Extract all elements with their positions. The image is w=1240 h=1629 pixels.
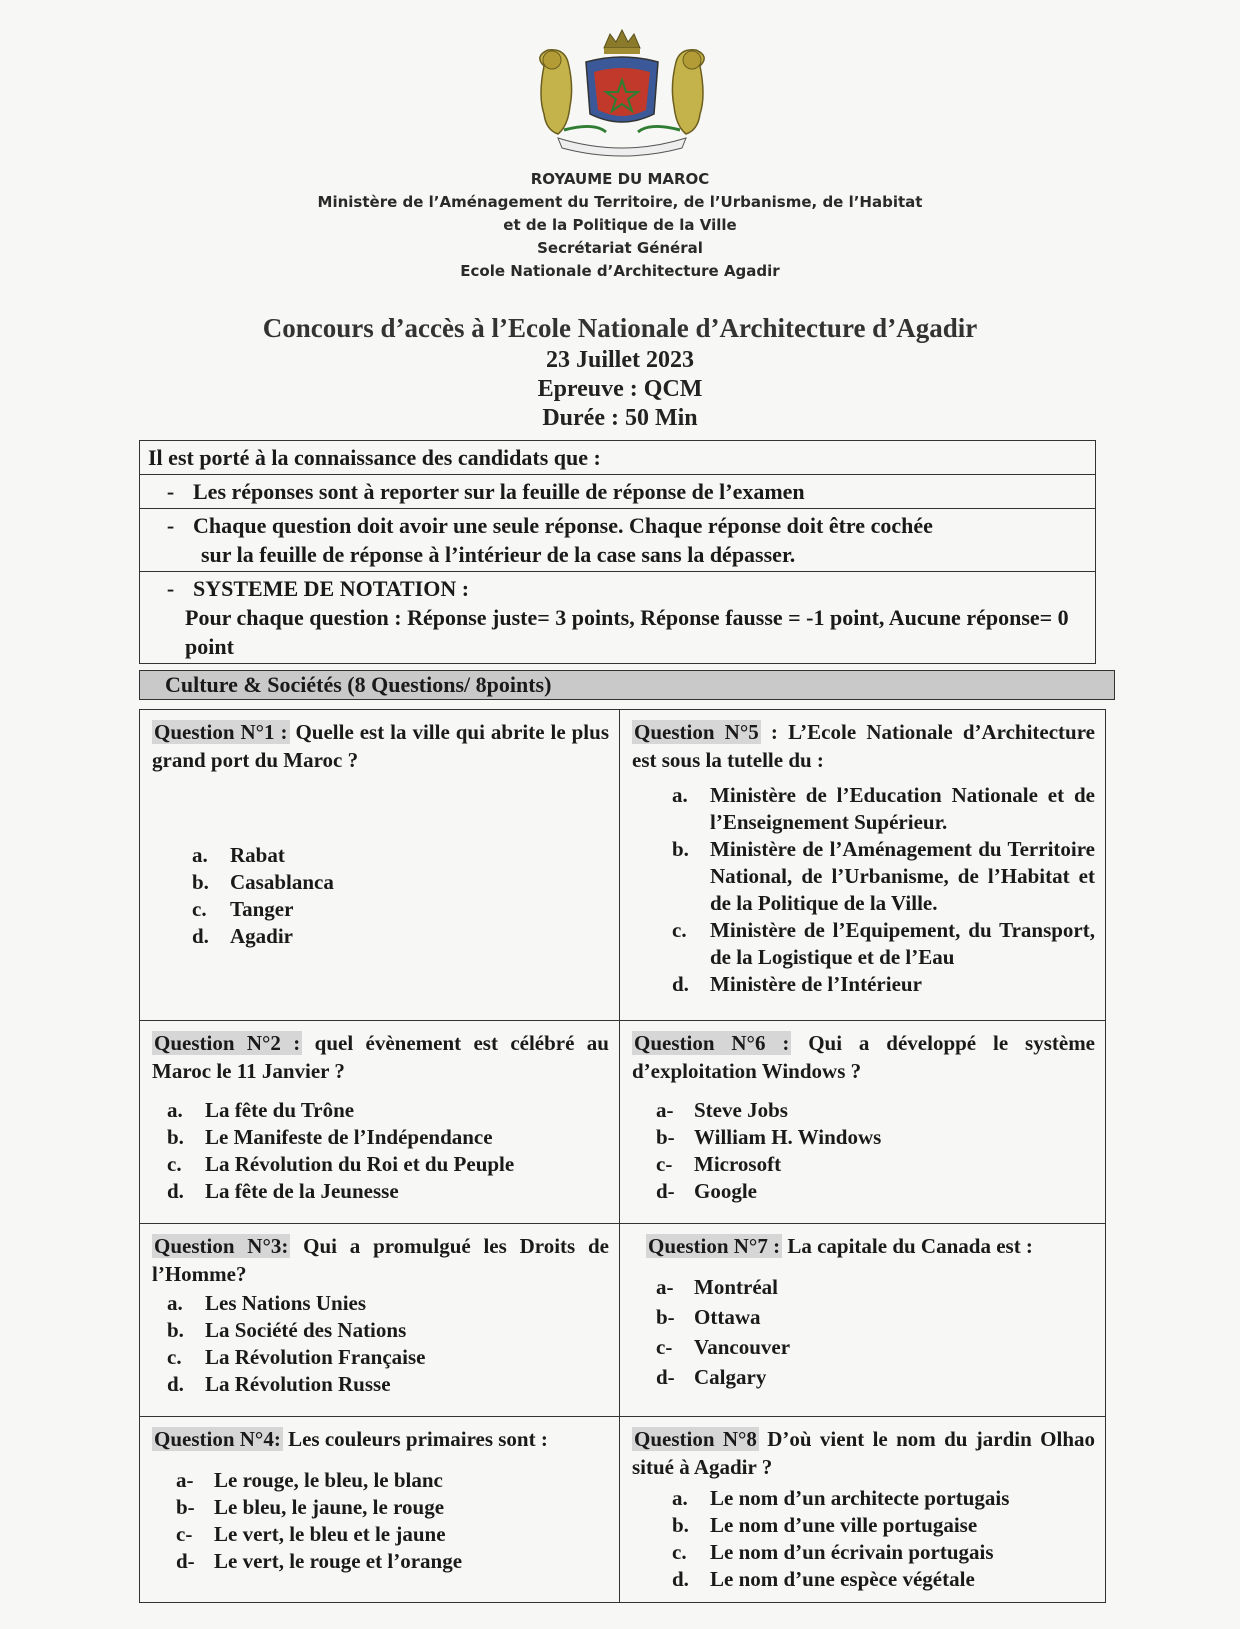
question-text: : L’Ecole Nationale d’Architecture est sous la tutelle du : [632,720,1095,772]
instruction-text: Chaque question doit avoir une seule réponse. Chaque réponse doit être cochée [193,513,933,538]
table-row [140,1223,1105,1416]
question-6 [620,1021,1105,1223]
secretariat-name: Secrétariat Général [537,239,703,257]
option-a: a- Le rouge, le bleu, le blanc [176,1468,443,1492]
options-list [646,1272,1095,1392]
bullet-dash: - [166,576,175,601]
options-list [632,1485,1095,1593]
question-label: Question N°2 : [154,1031,301,1055]
exam-title: Concours d’accès à l’Ecole Nationale d’Architecture d’Agadir [262,313,978,343]
question-label: Question N°5 [634,720,759,744]
instruction-item [140,508,1095,571]
option-b: b. Le Manifeste de l’Indépendance [167,1125,493,1149]
question-4 [140,1417,620,1602]
instructions-box [139,440,1096,664]
option-a: a. Ministère de l’Education Nationale et de l’Enseignement Supérieur. [672,783,1095,834]
option-a: a. La fête du Trône [167,1098,355,1122]
bullet-dash: - [166,513,175,538]
option-d: d- Google [656,1179,757,1203]
question-label: Question N°6 : [634,1031,790,1055]
option-d: d- Calgary [656,1365,767,1389]
question-text: Les couleurs primaires sont : [282,1427,548,1451]
scoring-title: SYSTEME DE NOTATION : [193,576,470,601]
exam-date: 23 Juillet 2023 [546,347,694,373]
instruction-text: sur la feuille de réponse à l’intérieur de la case sans la dépasser. [201,542,796,567]
question-label: Question N°1 : [154,720,288,744]
option-c: c. Tanger [192,897,294,921]
option-a: a- Steve Jobs [656,1098,788,1122]
question-1 [140,710,620,1020]
option-c: c. Le nom d’un écrivain portugais [672,1540,994,1564]
ministry-header [0,168,1240,283]
ministry-name-line2: et de la Politique de la Ville [503,216,737,234]
table-row [140,1416,1105,1602]
option-c: c. La Révolution du Roi et du Peuple [167,1152,515,1176]
options-list [632,1097,1095,1205]
question-text: Qui a promulgué les Droits de l’Homme? [152,1234,609,1286]
option-d: d- Le vert, le rouge et l’orange [176,1549,463,1573]
options-list [152,1290,609,1398]
option-a: a. Les Nations Unies [167,1291,367,1315]
question-8 [620,1417,1105,1602]
option-d: d. La Révolution Russe [167,1372,391,1396]
instructions-intro: Il est porté à la connaissance des candidats que : [148,445,601,470]
crown-icon [604,30,640,54]
option-c: c- Vancouver [656,1335,791,1359]
option-a: a. Rabat [192,843,285,867]
instruction-text: Les réponses sont à reporter sur la feuille de réponse de l’examen [193,479,805,504]
option-a: a- Montréal [656,1275,778,1299]
option-d: d. Agadir [192,924,293,948]
country-name: ROYAUME DU MAROC [530,170,710,188]
exam-duration: Durée : 50 Min [542,405,698,431]
option-b: b. Ministère de l’Aménagement du Territoire National, de l’Urbanisme, de l’Habitat et de la Politique de la Ville. [672,837,1095,915]
bullet-dash: - [166,479,175,504]
ribbon-icon [558,126,686,156]
question-2 [140,1021,620,1223]
question-5 [620,710,1105,1020]
option-c: c. La Révolution Française [167,1345,426,1369]
scoring-text: Pour chaque question : Réponse juste= 3 points, Réponse fausse = -1 point, Aucune réponse= 0 point [185,605,1069,659]
question-label: Question N°4: [154,1427,281,1451]
option-b: b. Casablanca [192,870,334,894]
option-d: d. Le nom d’une espèce végétale [672,1567,975,1591]
question-7 [620,1224,1105,1416]
option-a: a. Le nom d’un architecte portugais [672,1486,1010,1510]
exam-type: Epreuve : QCM [537,376,703,402]
option-b: b. Le nom d’une ville portugaise [672,1513,978,1537]
question-label: Question N°7 : [648,1234,781,1258]
question-text: D’où vient le nom du jardin Olhao situé à Agadir ? [632,1427,1095,1479]
option-c: c. Ministère de l’Equipement, du Transport, de la Logistique et de l’Eau [672,918,1095,969]
options-list [152,1097,609,1205]
instruction-item [140,571,1095,663]
option-b: b- Le bleu, le jaune, le rouge [176,1495,445,1519]
question-text: Quelle est la ville qui abrite le plus grand port du Maroc ? [152,720,609,772]
table-row [140,1020,1105,1223]
exam-titles [0,310,1240,433]
question-label: Question N°3: [154,1234,289,1258]
option-b: b. La Société des Nations [167,1318,407,1342]
questions-table [139,709,1106,1603]
question-text: quel évènement est célébré au Maroc le 11 Janvier ? [152,1031,609,1083]
left-lion-icon [540,50,572,134]
options-list [152,1467,609,1575]
table-row [140,710,1105,1020]
option-b: b- Ottawa [656,1305,761,1329]
question-text: Qui a développé le système d’exploitation Windows ? [632,1031,1096,1083]
option-c: c- Le vert, le bleu et le jaune [176,1522,446,1546]
question-label: Question N°8 [634,1427,757,1451]
shield-icon [586,57,658,122]
option-b: b- William H. Windows [656,1125,882,1149]
option-d: d. La fête de la Jeunesse [167,1179,399,1203]
option-d: d. Ministère de l’Intérieur [672,972,922,996]
option-c: c- Microsoft [656,1152,782,1176]
section-heading: Culture & Sociétés (8 Questions/ 8points) [139,670,1115,700]
instruction-item [140,474,1095,508]
question-text: La capitale du Canada est : [782,1234,1033,1258]
options-list [632,782,1095,998]
school-name: Ecole Nationale d’Architecture Agadir [460,262,780,280]
question-3 [140,1224,620,1416]
ministry-name-line1: Ministère de l’Aménagement du Territoire, de l’Urbanisme, de l’Habitat [317,193,923,211]
coat-of-arms-emblem [524,26,720,162]
options-list [152,842,609,950]
right-lion-icon [672,50,704,134]
